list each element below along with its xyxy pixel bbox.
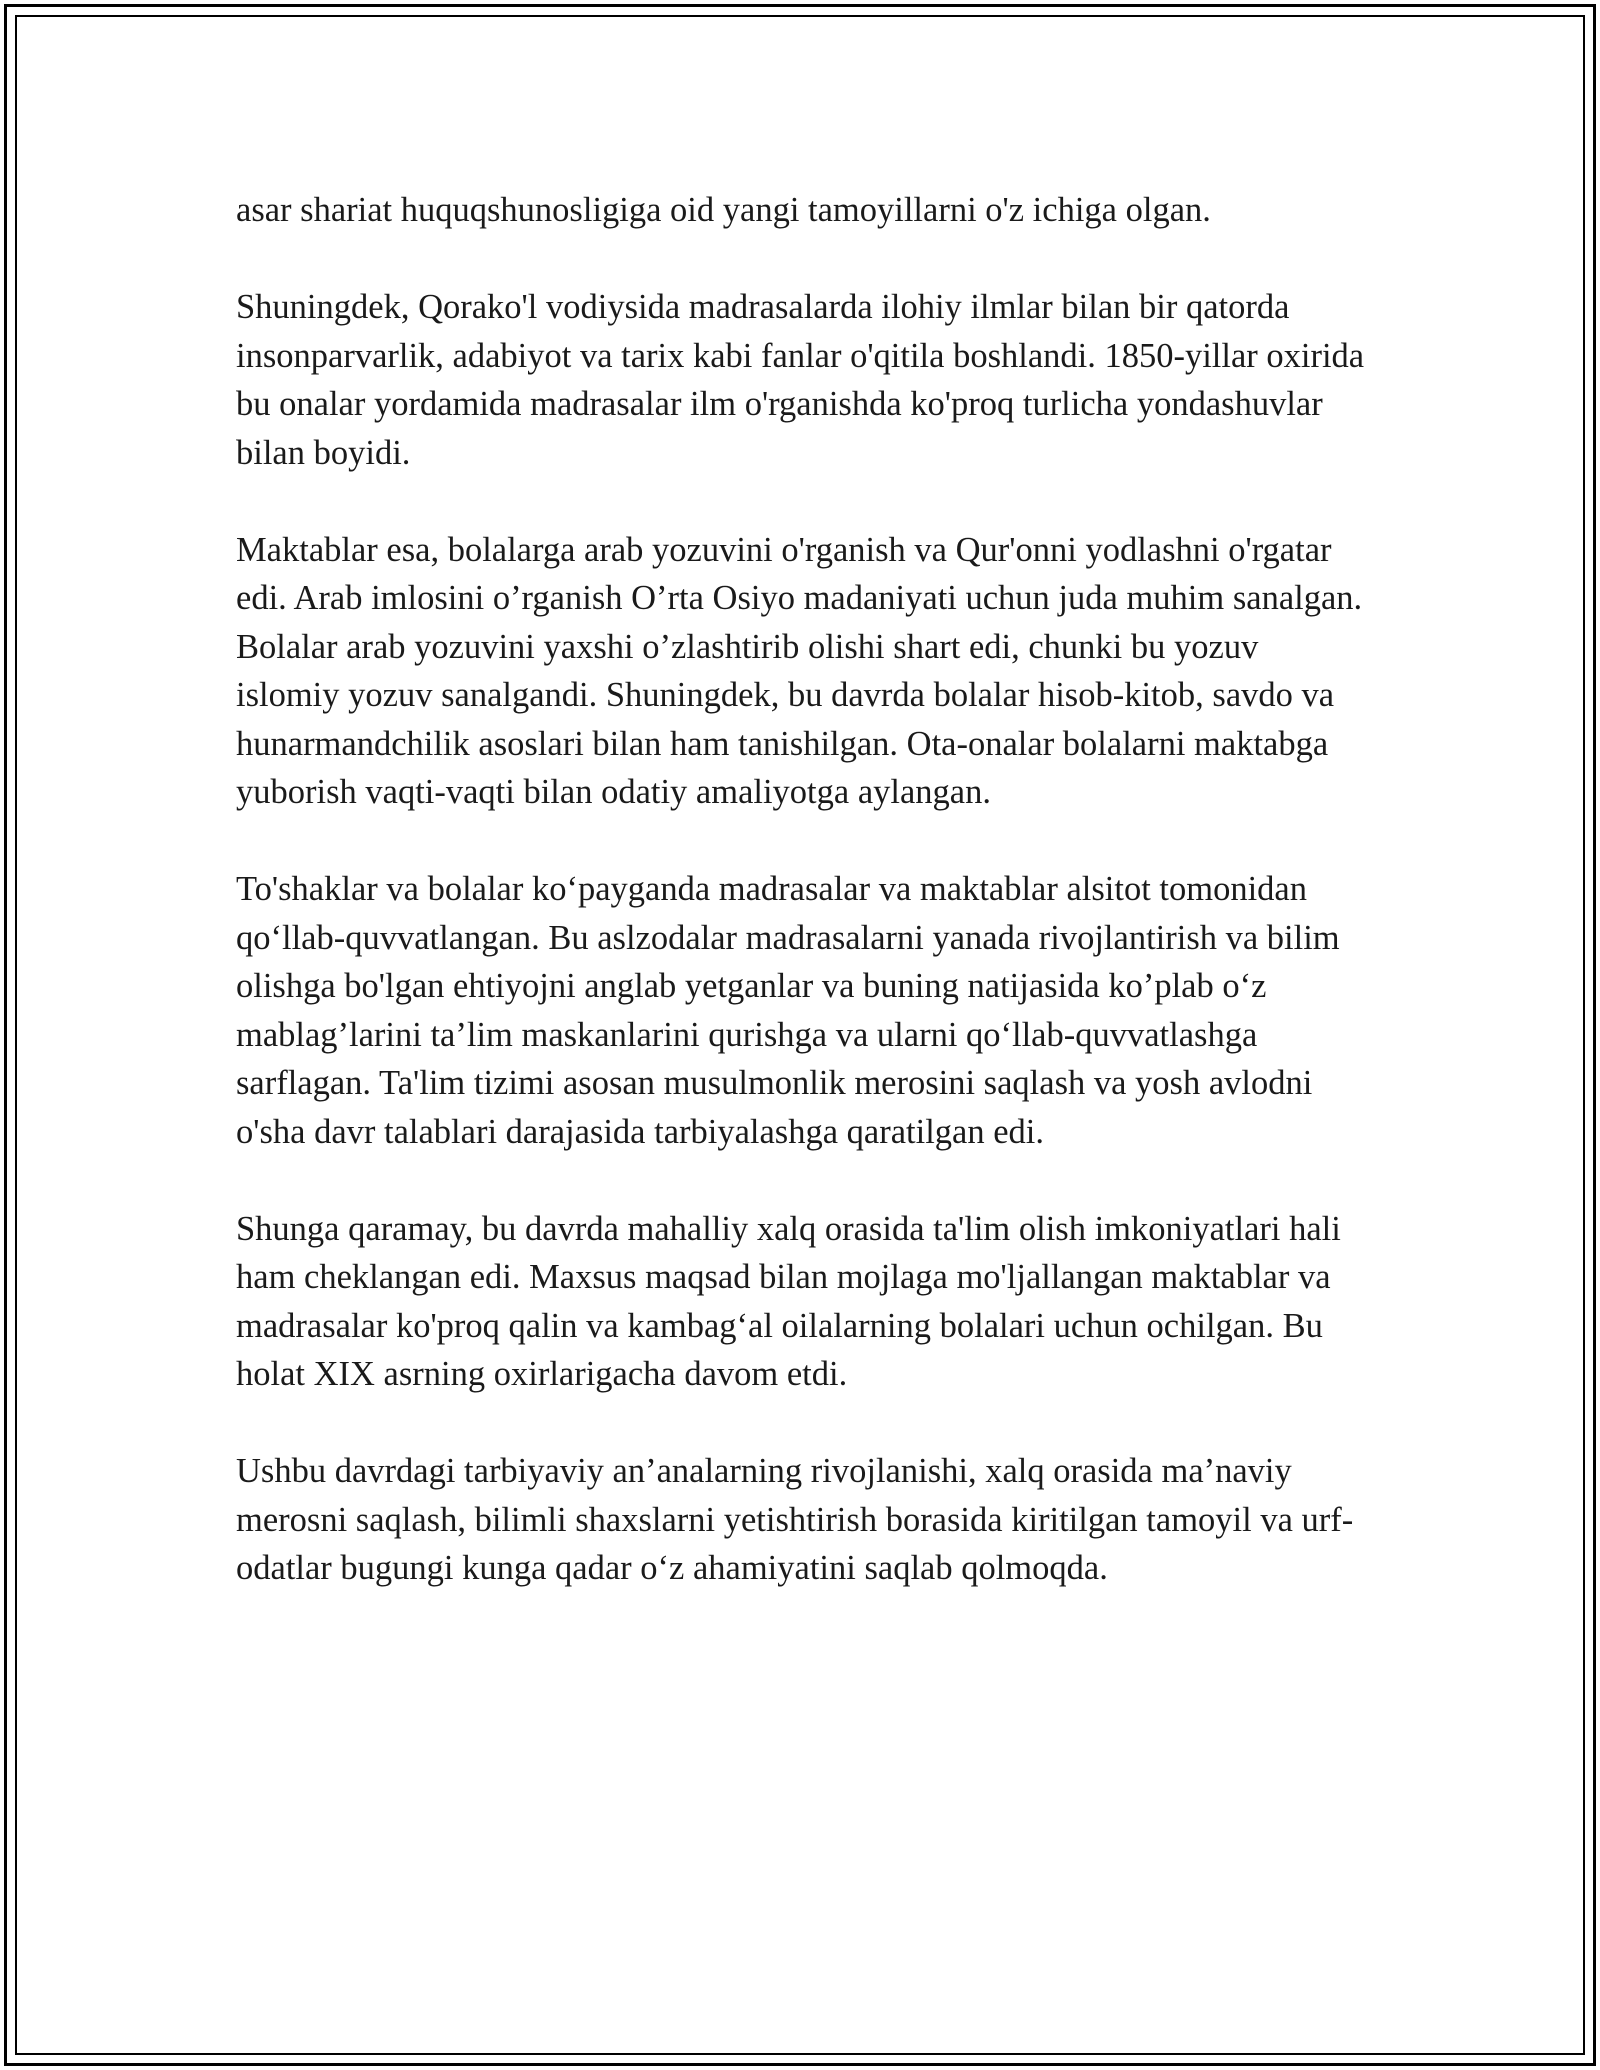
paragraph: Ushbu davrdagi tarbiyaviy an’analarning rivojlanishi, xalq orasida ma’naviy merosni saqlash, bilimli shaxslarni yetishtirish borasida kiritilgan tamoyil va urf-odatlar bugungi kunga qadar o‘z ahamiyatini saqlab qolmoqda. [236,1452,1354,1587]
paragraph: To'shaklar va bolalar ko‘payganda madrasalar va maktablar alsitot tomonidan qo‘llab-quvvatlangan. Bu aslzodalar madrasalarni yanada rivojlantirish va bilim olishga bo'lgan ehtiyojni anglab yetganlar va buning natijasida ko’plab o‘z mablag’larini ta’lim maskanlarini qurishga va ularni qo‘llab-quvvatlashga sarflagan. Ta'lim tizimi asosan musulmonlik merosini saqlash va yosh avlodni o'sha davr talablari darajasida tarbiyalashga qaratilgan edi. [236,870,1340,1151]
document-body [236,186,1366,1641]
paragraph: Shuningdek, Qorako'l vodiysida madrasalarda ilohiy ilmlar bilan bir qatorda insonparvarlik, adabiyot va tarix kabi fanlar o'qitila boshlandi. 1850-yillar oxirida bu onalar yordamida madrasalar ilm o'rganishda ko'proq turlicha yondashuvlar bilan boyidi. [236,288,1365,472]
paragraph: asar shariat huquqshunosligiga oid yangi tamoyillarni o'z ichiga olgan. [236,191,1211,229]
paragraph: Maktablar esa, bolalarga arab yozuvini o'rganish va Qur'onni yodlashni o'rgatar edi. Arab imlosini o’rganish O’rta Osiyo madaniyati uchun juda muhim sanalgan. Bolalar arab yozuvini yaxshi o’zlashtirib olishi shart edi, chunki bu yozuv islomiy yozuv sanalgandi. Shuningdek, bu davrda bolalar hisob-kitob, savdo va hunarmandchilik asoslari bilan ham tanishilgan. Ota-onalar bolalarni maktabga yuborish vaqti-vaqti bilan odatiy amaliyotga aylangan. [236,530,1363,811]
paragraph: Shunga qaramay, bu davrda mahalliy xalq orasida ta'lim olish imkoniyatlari hali ham cheklangan edi. Maxsus maqsad bilan mojlaga mo'ljallangan maktablar va madrasalar ko'proq qalin va kambag‘al oilalarning bolalari uchun ochilgan. Bu holat XIX asrning oxirlarigacha davom etdi. [236,1209,1341,1393]
